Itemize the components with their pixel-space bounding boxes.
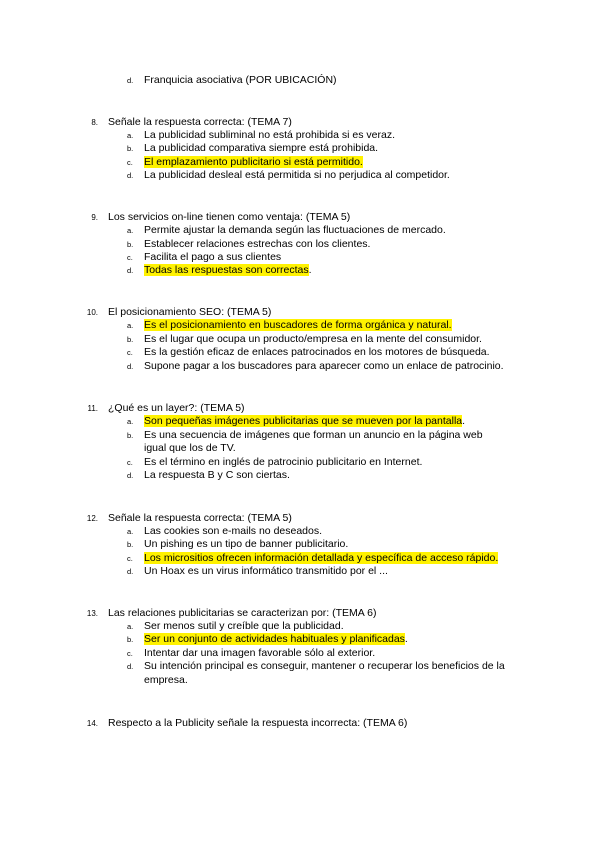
answer-text: La respuesta B y C son ciertas. <box>144 469 290 481</box>
answer-letter: c. <box>127 158 133 167</box>
answer-text: La publicidad desleal está permitida si no perjudica al competidor. <box>144 169 450 181</box>
answer-option <box>144 74 337 87</box>
answer-letter: d. <box>127 662 134 671</box>
answer-option <box>144 238 370 251</box>
answer-option-correct <box>144 156 363 169</box>
answer-option-correct <box>144 319 452 332</box>
answer-option <box>144 538 348 551</box>
answer-text: Un Hoax es un virus informático transmitido por el ... <box>144 565 388 577</box>
answer-text: Establecer relaciones estrechas con los clientes. <box>144 238 371 250</box>
answer-option <box>144 224 446 237</box>
answer-letter: d. <box>127 171 134 180</box>
question-text: Señale la respuesta correcta: (TEMA 7) <box>108 116 292 128</box>
answer-continuation: empresa. <box>144 674 188 686</box>
answer-option-correct <box>144 264 312 277</box>
answer-text: Ser un conjunto de actividades habituales y planificadas <box>144 633 405 645</box>
answer-text: Es el término en inglés de patrocinio publicitario en Internet. <box>144 456 423 468</box>
answer-option <box>144 647 375 660</box>
answer-text: El emplazamiento publicitario si está permitido. <box>144 156 363 168</box>
answer-option <box>144 469 290 482</box>
question-number: 9. <box>91 213 98 222</box>
answer-letter: b. <box>127 431 134 440</box>
answer-letter: b. <box>127 240 134 249</box>
answer-option <box>144 620 344 633</box>
answer-letter: c. <box>127 253 133 262</box>
answer-letter: a. <box>127 226 134 235</box>
answer-option <box>144 169 450 182</box>
question-number: 13. <box>86 609 98 618</box>
answer-letter: d. <box>127 567 134 576</box>
answer-text: Facilita el pago a sus clientes <box>144 251 282 263</box>
question-number: 11. <box>87 404 98 413</box>
answer-text: Es el lugar que ocupa un producto/empresa en la mente del consumidor. <box>144 333 482 345</box>
answer-letter: b. <box>127 335 134 344</box>
answer-continuation: igual que los de TV. <box>144 442 236 454</box>
question-text: Respecto a la Publicity señale la respuesta incorrecta: (TEMA 6) <box>108 717 408 729</box>
question-text: Señale la respuesta correcta: (TEMA 5) <box>108 512 292 524</box>
answer-suffix: . <box>462 415 466 427</box>
answer-text: Los micrositios ofrecen información detallada y específica de acceso rápido. <box>144 552 499 564</box>
answer-letter: d. <box>127 76 134 85</box>
answer-option-correct <box>144 552 498 565</box>
answer-option <box>144 429 483 442</box>
answer-option <box>144 129 395 142</box>
answer-letter: c. <box>127 458 133 467</box>
answer-option <box>144 660 505 673</box>
answer-text: Es una secuencia de imágenes que forman un anuncio en la página web <box>144 429 483 441</box>
answer-letter: b. <box>127 635 134 644</box>
answer-letter: d. <box>127 266 134 275</box>
question-text: Las relaciones publicitarias se caracterizan por: (TEMA 6) <box>108 607 377 619</box>
answer-letter: c. <box>127 348 133 357</box>
answer-text: Es la gestión eficaz de enlaces patrocinados en los motores de búsqueda. <box>144 346 490 358</box>
answer-text: Intentar dar una imagen favorable sólo al exterior. <box>144 647 376 659</box>
question-number: 12. <box>86 514 98 523</box>
answer-letter: a. <box>127 131 134 140</box>
answer-option <box>144 346 490 359</box>
question-number: 10. <box>86 308 98 317</box>
answer-option <box>144 565 388 578</box>
question-text: ¿Qué es un layer?: (TEMA 5) <box>108 402 245 414</box>
answer-option <box>144 251 281 264</box>
answer-option <box>144 142 378 155</box>
answer-text: Un pishing es un tipo de banner publicitario. <box>144 538 349 550</box>
answer-text: Permite ajustar la demanda según las fluctuaciones de mercado. <box>144 224 446 236</box>
question-text: El posicionamiento SEO: (TEMA 5) <box>108 306 272 318</box>
answer-text: Son pequeñas imágenes publicitarias que se mueven por la pantalla <box>144 415 463 427</box>
answer-option-correct <box>144 415 465 428</box>
answer-text: Es el posicionamiento en buscadores de forma orgánica y natural. <box>144 319 452 331</box>
answer-letter: b. <box>127 540 134 549</box>
answer-option <box>144 525 322 538</box>
answer-option <box>144 456 422 469</box>
answer-text: La publicidad subliminal no está prohibida si es veraz. <box>144 129 395 141</box>
answer-option-correct <box>144 633 408 646</box>
answer-letter: b. <box>127 144 134 153</box>
answer-letter: a. <box>127 321 134 330</box>
answer-text: La publicidad comparativa siempre está prohibida. <box>144 142 379 154</box>
answer-option <box>144 360 504 373</box>
question-number: 14. <box>86 719 98 728</box>
answer-letter: d. <box>127 362 134 371</box>
answer-option <box>144 333 482 346</box>
answer-letter: c. <box>127 649 133 658</box>
question-number: 8. <box>91 118 98 127</box>
answer-letter: c. <box>127 554 133 563</box>
answer-suffix: . <box>308 264 312 276</box>
question-text: Los servicios on-line tienen como ventaja: (TEMA 5) <box>108 211 351 223</box>
answer-letter: d. <box>127 471 134 480</box>
answer-text: Las cookies son e-mails no deseados. <box>144 525 323 537</box>
answer-letter: a. <box>127 622 134 631</box>
answer-letter: a. <box>127 417 134 426</box>
answer-text: Su intención principal es conseguir, mantener o recuperar los beneficios de la <box>144 660 505 672</box>
answer-text: Todas las respuestas son correctas <box>144 264 309 276</box>
answer-letter: a. <box>127 527 134 536</box>
answer-suffix: . <box>404 633 408 645</box>
answer-text: Supone pagar a los buscadores para aparecer como un enlace de patrocinio. <box>144 360 504 372</box>
answer-text: Franquicia asociativa (POR UBICACIÓN) <box>144 74 337 86</box>
answer-text: Ser menos sutil y creíble que la publicidad. <box>144 620 344 632</box>
